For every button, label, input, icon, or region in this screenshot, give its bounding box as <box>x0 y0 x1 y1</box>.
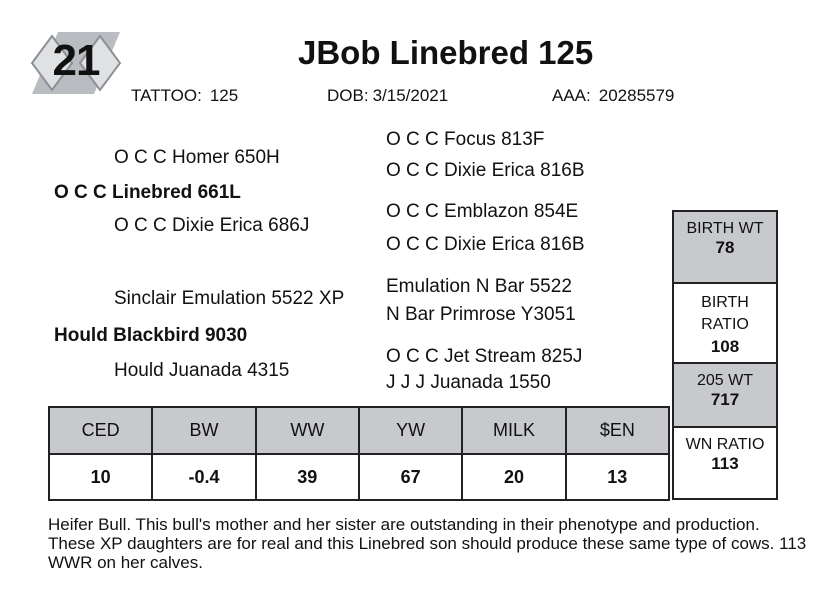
epd-value-yw: 67 <box>359 454 462 500</box>
aaa-value: 20285579 <box>598 86 675 105</box>
birth-weight-cell <box>674 212 776 284</box>
weaning-weight-value: 717 <box>710 390 740 409</box>
epd-header-bw: BW <box>152 407 255 454</box>
weaning-ratio-value: 113 <box>711 454 739 473</box>
epd-header-row <box>49 407 669 454</box>
birth-weight-value: 78 <box>715 238 735 257</box>
pedigree-ssd: O C C Dixie Erica 816B <box>386 160 585 181</box>
aaa-label: AAA: <box>552 86 591 105</box>
pedigree-dam-sire: Sinclair Emulation 5522 XP <box>114 288 345 309</box>
dob-label: DOB: <box>327 86 369 105</box>
epd-value-ww: 39 <box>256 454 359 500</box>
birth-ratio-label-1: BIRTH <box>701 294 749 311</box>
epd-value-ced: 10 <box>49 454 152 500</box>
lot-badge <box>30 30 122 96</box>
pedigree-dds: O C C Jet Stream 825J <box>386 346 583 367</box>
pedigree-sire-sire: O C C Homer 650H <box>114 147 280 168</box>
tattoo-label: TATTOO: <box>131 86 202 105</box>
epd-header-en: $EN <box>566 407 669 454</box>
epd-header-milk: MILK <box>462 407 565 454</box>
epd-value-en: 13 <box>566 454 669 500</box>
epd-header-yw: YW <box>359 407 462 454</box>
epd-header-ced: CED <box>49 407 152 454</box>
animal-name-title: JBob Linebred 125 <box>298 34 594 71</box>
epd-header-ww: WW <box>256 407 359 454</box>
epd-value-bw: -0.4 <box>152 454 255 500</box>
dob-info <box>327 86 448 106</box>
pedigree-sire: O C C Linebred 661L <box>54 182 241 203</box>
pedigree-sire-dam: O C C Dixie Erica 686J <box>114 215 310 236</box>
pedigree-dsd: N Bar Primrose Y3051 <box>386 304 576 325</box>
pedigree-dam-dam: Hould Juanada 4315 <box>114 360 290 381</box>
weaning-weight-label: 205 WT <box>696 372 753 389</box>
epd-value-row <box>49 454 669 500</box>
tattoo-info <box>131 86 238 106</box>
lot-number: 21 <box>52 36 100 85</box>
description-text: Heifer Bull. This bull's mother and her sister are outstanding in their phenotype and production. These XP daughters are for real and this Linebred son should produce these same type of cows. 113 WWR on her calves. <box>48 515 807 572</box>
birth-ratio-label-2: RATIO <box>701 316 749 333</box>
birth-weight-label: BIRTH WT <box>686 220 764 237</box>
pedigree-ddd: J J J Juanada 1550 <box>386 372 551 393</box>
pedigree-dam: Hould Blackbird 9030 <box>54 325 248 346</box>
pedigree-sds: O C C Emblazon 854E <box>386 201 579 222</box>
dob-value: 3/15/2021 <box>372 86 449 105</box>
performance-box <box>672 210 778 500</box>
pedigree-dss: Emulation N Bar 5522 <box>386 276 572 297</box>
epd-value-milk: 20 <box>462 454 565 500</box>
aaa-info <box>552 86 674 106</box>
birth-ratio-value: 108 <box>710 337 740 356</box>
pedigree-sdd: O C C Dixie Erica 816B <box>386 234 585 255</box>
birth-ratio-cell <box>674 284 776 364</box>
epd-table <box>48 406 670 501</box>
weaning-weight-cell <box>674 364 776 428</box>
weaning-ratio-cell <box>674 428 776 498</box>
tattoo-value: 125 <box>209 86 239 105</box>
pedigree-sss: O C C Focus 813F <box>386 129 545 150</box>
weaning-ratio-label: WN RATIO <box>685 436 765 453</box>
